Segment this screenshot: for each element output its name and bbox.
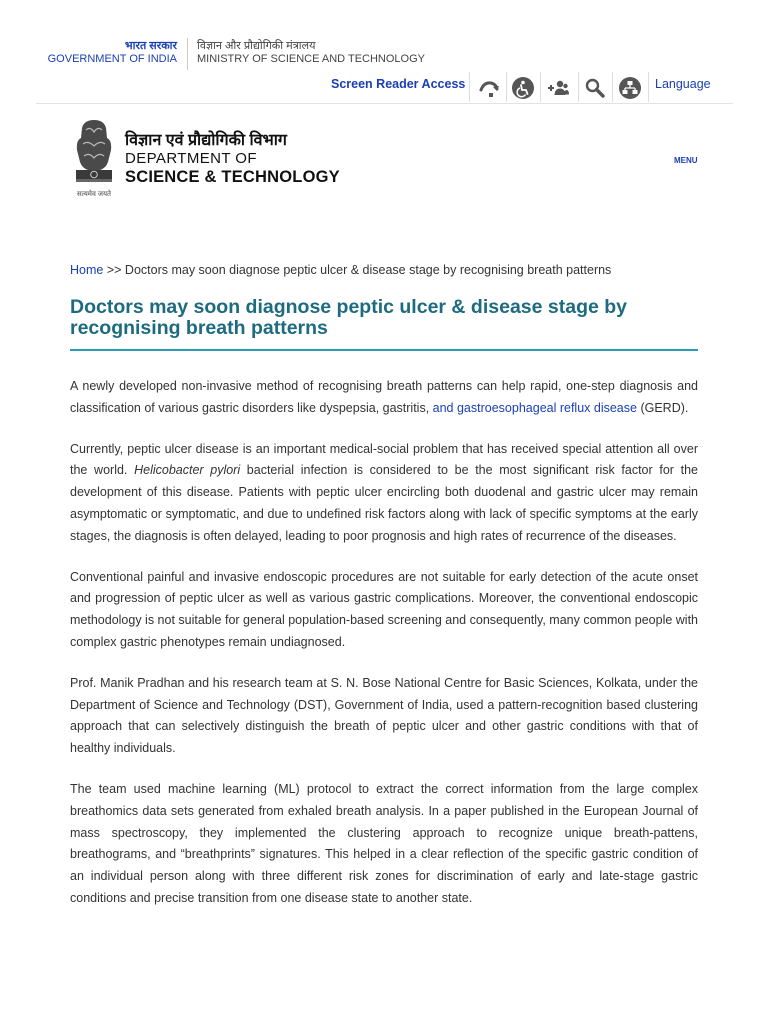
social-icon[interactable] <box>544 75 570 101</box>
gov-hindi-label: भारत सरकार <box>124 40 177 52</box>
toolbar-divider <box>578 72 579 102</box>
article-paragraph: The team used machine learning (ML) protocol to extract the correct information from the large complex breathomics data sets generated from exhaled breath analysis. In a paper published in the European Journal of mass spectroscopy, they implemented the clustering approach to recognize unique breath-pattens, breathograms, and “breathprints” signatures. This helped in a clear reflection of the specific gastric condition of an individual person along with three different risk zones for discrimination of early and late-stage gastric conditions and precise transition from one disease state to another state. <box>70 781 698 905</box>
toolbar-divider <box>506 72 507 102</box>
accessibility-icon[interactable] <box>510 75 536 101</box>
article-paragraph: Conventional painful and invasive endoscopic procedures are not suitable for early detection of the acute onset and progression of peptic ulcer as well as various gastric complications. Moreover, the conventional endoscopic methodology is not suitable for general population-based screening and consequently, many common people with complex gastric phenotypes remain undiagnosed. <box>70 569 698 649</box>
gov-english-label: GOVERNMENT OF INDIA <box>47 53 177 65</box>
sitemap-icon[interactable] <box>617 75 643 101</box>
gov-divider <box>187 38 188 70</box>
paragraph-text: (GERD). <box>636 400 689 415</box>
national-emblem-icon <box>70 118 118 202</box>
ministry-link[interactable] <box>197 40 425 66</box>
gov-bar <box>0 38 768 70</box>
dept-name-line2: SCIENCE & TECHNOLOGY <box>125 168 340 186</box>
toolbar-divider <box>540 72 541 102</box>
article-paragraph <box>70 439 698 548</box>
dst-logo-link[interactable] <box>70 118 370 203</box>
breadcrumb <box>70 263 611 277</box>
screen-reader-access-link[interactable]: Screen Reader Access <box>331 77 466 91</box>
language-link[interactable]: Language <box>655 77 711 91</box>
breadcrumb-current: Doctors may soon diagnose peptic ulcer & disease stage by recognising breath patterns <box>124 263 612 277</box>
dept-name-line1: DEPARTMENT OF <box>125 150 257 167</box>
page-title: Doctors may soon diagnose peptic ulcer & disease stage by recognising breath patterns <box>70 296 628 339</box>
ministry-hindi-label: विज्ञान और प्रौद्योगिकी मंत्रालय <box>197 40 316 52</box>
toolbar-divider <box>612 72 613 102</box>
menu-button[interactable]: MENU <box>674 156 698 165</box>
article-paragraph: Prof. Manik Pradhan and his research team at S. N. Bose National Centre for Basic Sciences, Kolkata, under the Department of Science and Technology (DST), Government of India, used a pattern-recognition based clustering approach that can selectively distinguish the breath of peptic ulcer and other gastric conditions with that of healthy individuals. <box>70 675 698 756</box>
paragraph-text: Currently, peptic ulcer disease is an important medical-social problem that has received special attention all over the world. <box>70 441 698 478</box>
toolbar-divider <box>469 72 470 102</box>
skip-content-icon[interactable] <box>476 75 502 101</box>
title-divider <box>70 349 698 351</box>
toolbar-divider <box>648 72 649 102</box>
article-paragraph <box>70 376 698 420</box>
article-body <box>70 376 698 929</box>
gerd-link[interactable]: and gastroesophageal reflux disease <box>432 400 637 415</box>
accessibility-toolbar <box>36 70 733 104</box>
species-name: Helicobacter pylori <box>134 463 241 478</box>
search-icon[interactable] <box>582 75 608 101</box>
dept-hindi-name: विज्ञान एवं प्रौद्योगिकी विभाग <box>125 132 287 149</box>
gov-of-india-link[interactable] <box>48 40 177 66</box>
paragraph-text: bacterial infection is considered to be the most significant risk factor for the development of this disease. Patients with peptic ulcer encircling both duodenal and gastric ulcer may remain asymptomatic or symptomatic, and due to undefined risk factors along with lack of specific symptoms at the early stages, the diagnosis is often delayed, leading to poor prognosis and high rates of recurrence of the diseases. <box>70 463 698 543</box>
breadcrumb-home-link[interactable]: Home <box>70 263 104 277</box>
paragraph-text: A newly developed non-invasive method of recognising breath patterns can help rapid, one-step diagnosis and classification of various gastric disorders like dyspepsia, gastritis, <box>70 379 698 415</box>
ministry-english-label: MINISTRY OF SCIENCE AND TECHNOLOGY <box>197 53 425 65</box>
emblem-caption: सत्यमेव जयते <box>76 191 112 198</box>
breadcrumb-separator: >> <box>106 263 122 277</box>
